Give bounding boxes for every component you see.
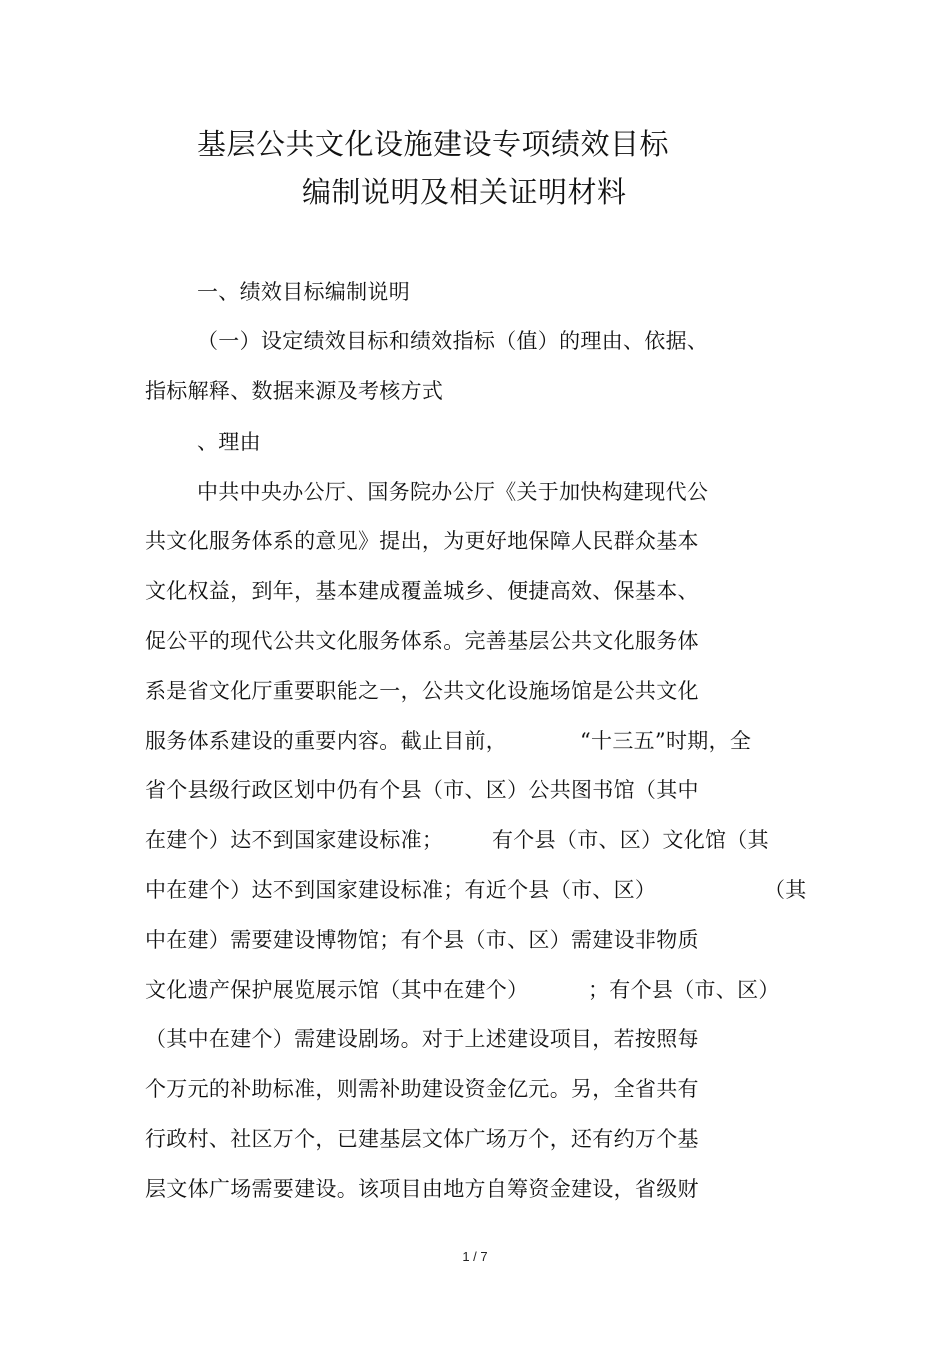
body-line-segment: 在建个）达不到国家建设标准； xyxy=(145,828,444,852)
body-line-segment: （其 xyxy=(764,878,807,902)
body-line: 中在建）需要建设博物馆；有个县（市、区）需建设非物质 xyxy=(145,928,699,952)
body-line-segment: 有个县（市、区）文化馆（其 xyxy=(492,828,769,852)
body-line: （其中在建个）需建设剧场。对于上述建设项目，若按照每 xyxy=(145,1027,699,1051)
section-heading: 一、绩效目标编制说明 xyxy=(197,280,410,304)
body-line-segment: “十三五”时期，全 xyxy=(580,729,752,753)
body-line: 共文化服务体系的意见》提出，为更好地保障人民群众基本 xyxy=(145,529,699,553)
body-line: 个万元的补助标准，则需补助建设资金亿元。另，全省共有 xyxy=(145,1077,699,1101)
body-line: 行政村、社区万个，已建基层文体广场万个，还有约万个基 xyxy=(145,1127,699,1151)
body-line: 省个县级行政区划中仍有个县（市、区）公共图书馆（其中 xyxy=(145,778,699,802)
body-line-segment: 文化遗产保护展览展示馆（其中在建个） xyxy=(145,978,529,1002)
body-line: 文化权益，到年，基本建成覆盖城乡、便捷高效、保基本、 xyxy=(145,579,699,603)
document-title-line-1: 基层公共文化设施建设专项绩效目标 xyxy=(197,127,670,161)
body-line: 中共中央办公厅、国务院办公厅《关于加快构建现代公 xyxy=(197,480,709,504)
body-line-segment: ；有个县（市、区） xyxy=(588,978,780,1002)
body-line-segment: 服务体系建设的重要内容。截止目前， xyxy=(145,729,508,753)
item-heading: 、理由 xyxy=(197,430,261,454)
body-line: 层文体广场需要建设。该项目由地方自筹资金建设，省级财 xyxy=(145,1177,699,1201)
document-title-line-2: 编制说明及相关证明材料 xyxy=(302,175,627,209)
subsection-heading-line-1: （一）设定绩效目标和绩效指标（值）的理由、依据、 xyxy=(197,329,709,353)
page-number: 1 / 7 xyxy=(462,1249,488,1264)
body-line: 促公平的现代公共文化服务体系。完善基层公共文化服务体 xyxy=(145,629,699,653)
body-line-segment: 中在建个）达不到国家建设标准；有近个县（市、区） xyxy=(145,878,657,902)
subsection-heading-line-2: 指标解释、数据来源及考核方式 xyxy=(145,379,444,403)
body-line: 系是省文化厅重要职能之一，公共文化设施场馆是公共文化 xyxy=(145,679,699,703)
